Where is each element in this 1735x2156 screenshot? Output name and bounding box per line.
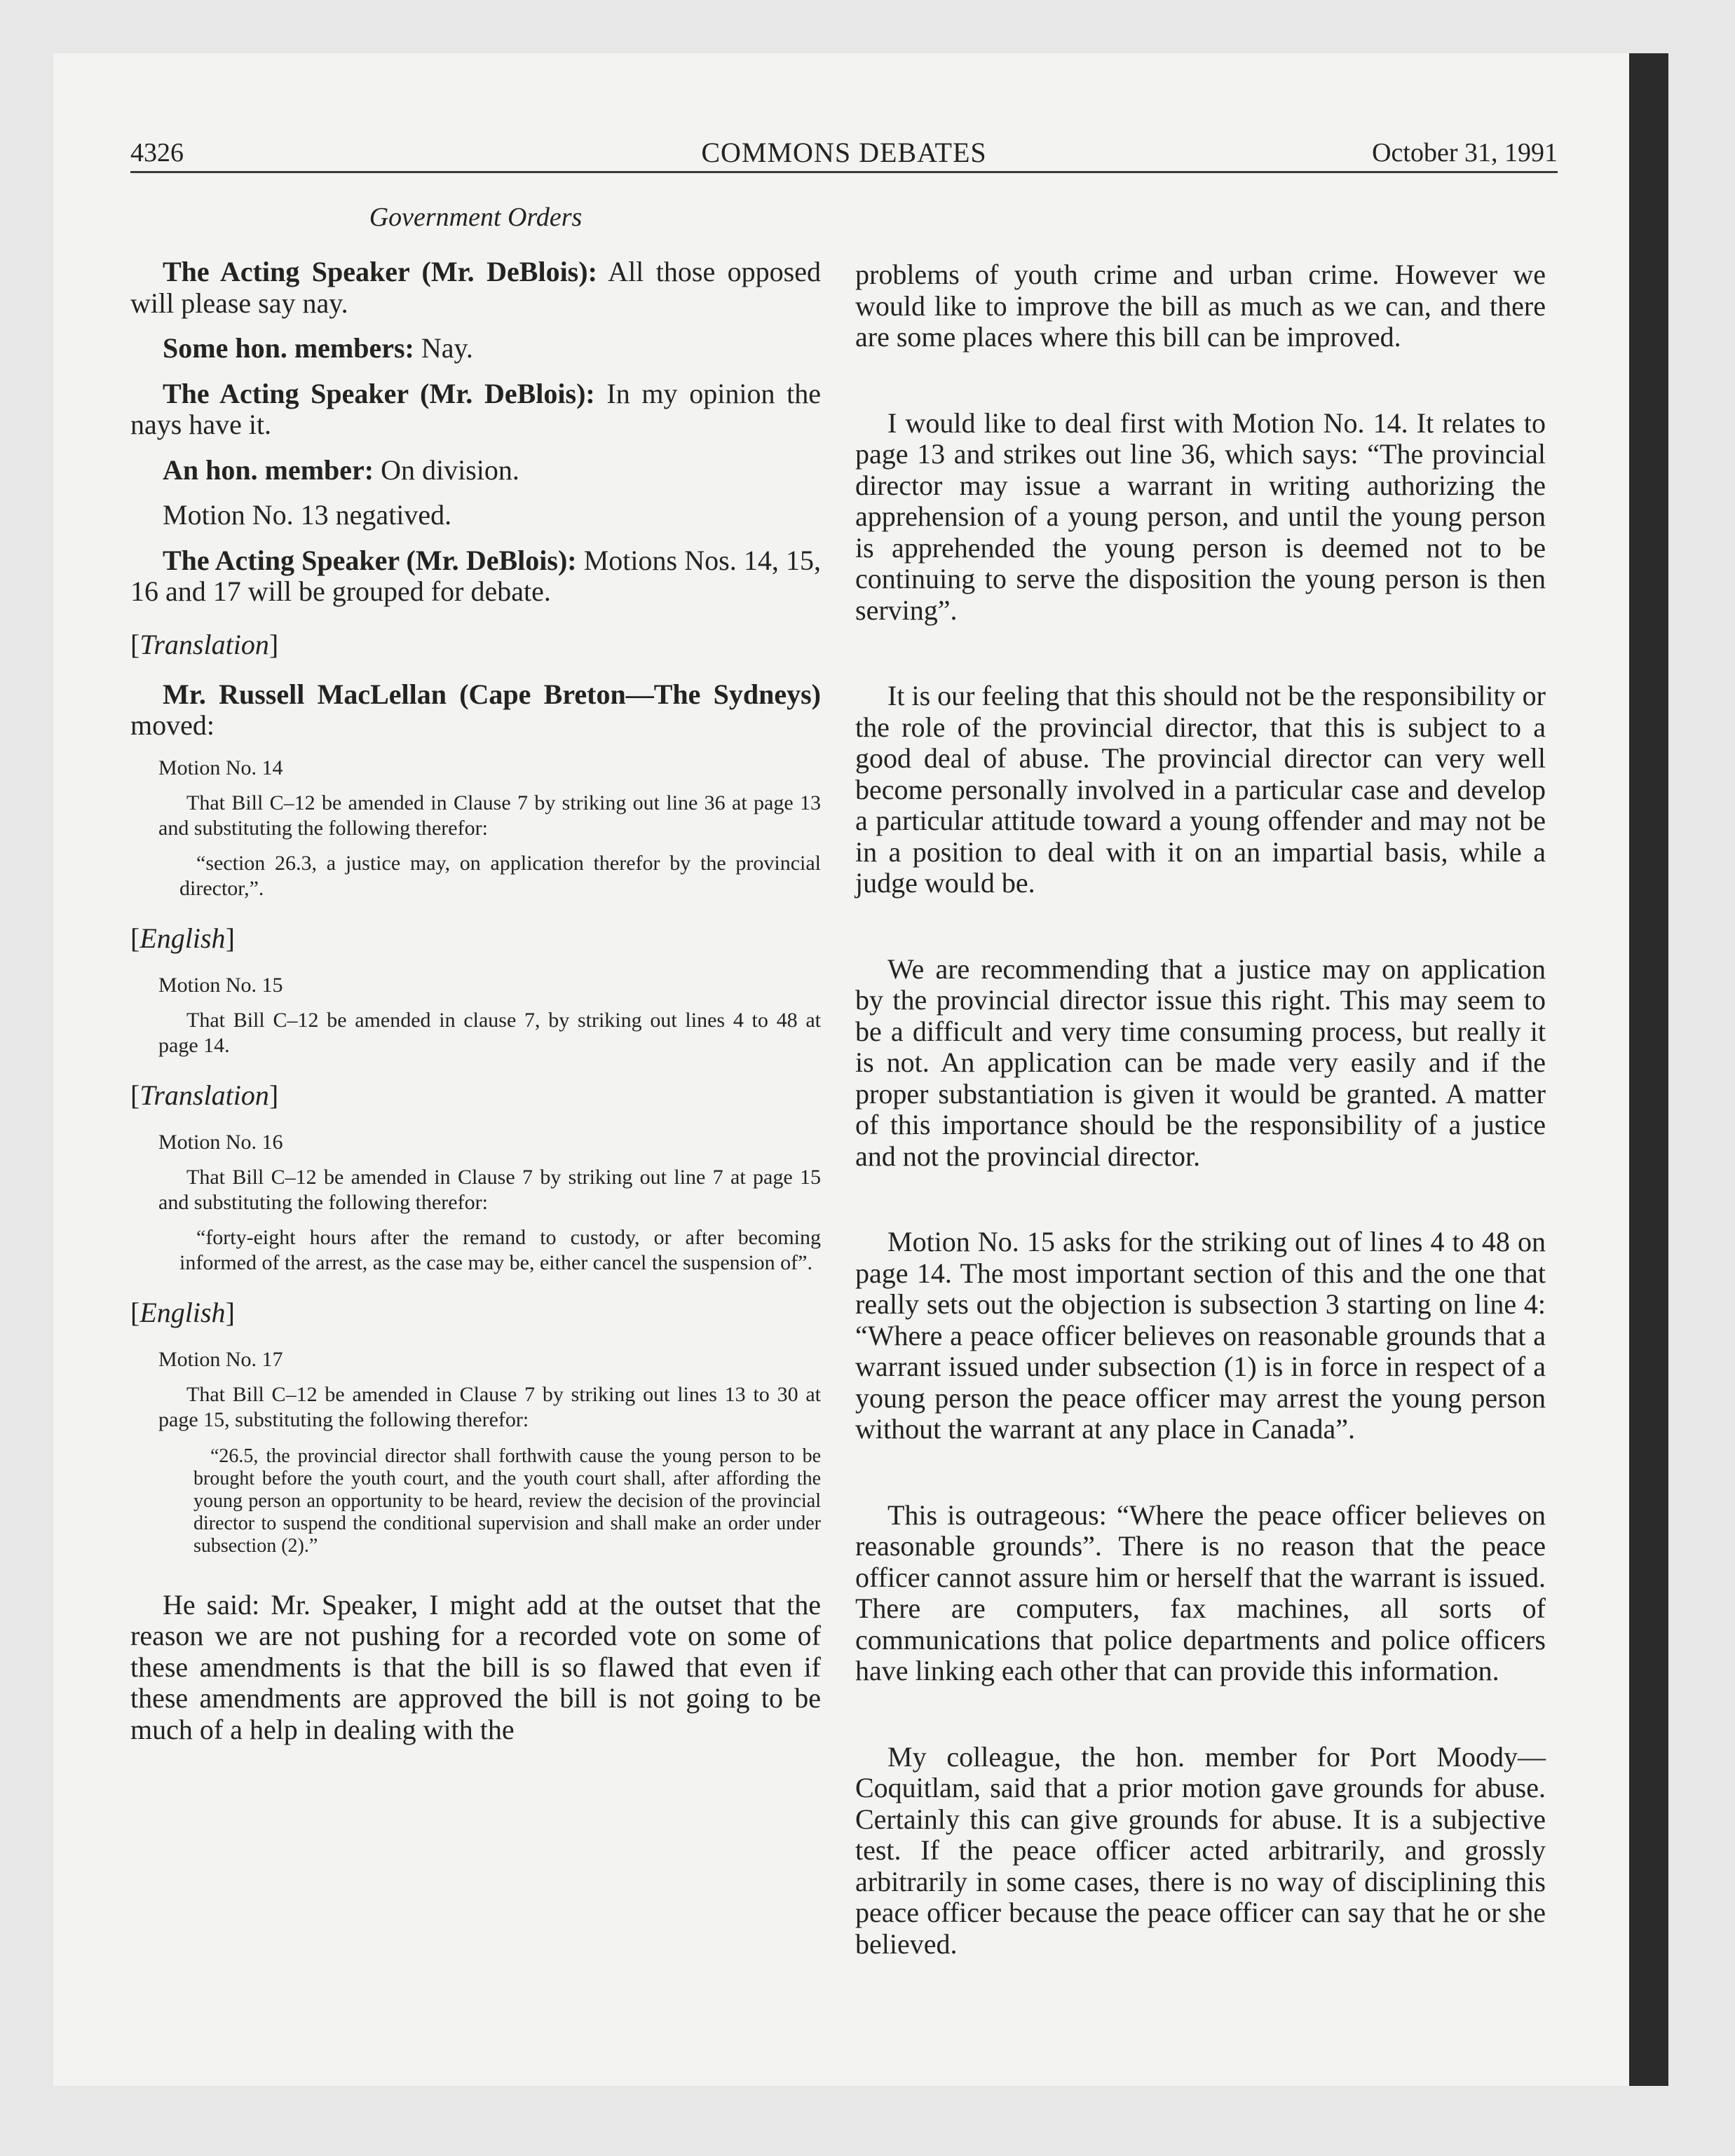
page-header [130,132,1558,174]
motion-heading: Motion No. 15 [158,973,283,997]
left-column [130,199,821,1745]
speech-paragraph: He said: Mr. Speaker, I might add at the outset that the reason we are not pushing for a recorded vote on some of these amendments is that the bill is so flawed that even if these amendments are approved the bill is not going to be much of a help in dealing with the [130,1588,821,1745]
issue-date: October 31, 1991 [1372,138,1558,168]
language-marker: [English] [130,1296,235,1328]
motion-text: That Bill C–12 be amended in Clause 7 by striking out line 7 at page 15 and substituting the following therefor: [158,1165,821,1214]
language-marker: [English] [130,922,235,954]
speech-paragraph [130,257,821,319]
speech-text: On division. [374,453,519,486]
speech-text: moved: [130,709,215,741]
motion-result: Motion No. 13 negatived. [163,499,452,531]
language-marker: [Translation] [130,628,279,660]
speaker-name: Mr. Russell MacLellan (Cape Breton—The Sydneys) [163,678,821,710]
speaker-name: The Acting Speaker (Mr. DeBlois): [163,377,595,409]
journal-title: COMMONS DEBATES [701,137,987,168]
speech-paragraph [130,455,821,486]
language-label: English [140,1296,226,1328]
speech-paragraph [130,333,821,364]
speaker-name: Some hon. members: [163,332,414,364]
scan-edge [1629,53,1668,2086]
motion-quote: “forty-eight hours after the remand to custody, or after becoming informed of the arrest, as the case may be, either cancel the suspension of”. [179,1225,821,1274]
speech-paragraph: It is our feeling that this should not be the responsibility or the role of the provincial director, that this is subject to a good deal of abuse. The provincial director can very well become personally involved in a particular case and develop a particular attitude toward a young offender and may not be in a position to deal with it on an impartial basis, while a judge would be. [855,680,1546,899]
page-number: 4326 [130,138,184,168]
speech-text: All those opposed will please say nay. [130,256,821,319]
right-column [855,259,1546,2014]
speech-text: Nay. [414,332,473,364]
motion-heading: Motion No. 14 [158,756,283,779]
motion-heading: Motion No. 16 [158,1130,283,1154]
motion-quote: “section 26.3, a justice may, on application therefor by the provincial director,”. [179,851,821,900]
speech-paragraph: problems of youth crime and urban crime. However we would like to improve the bill as much as we can, and there are some places where this bill can be improved. [855,259,1546,353]
language-marker: [Translation] [130,1079,279,1111]
speech-paragraph: This is outrageous: “Where the peace officer believes on reasonable grounds”. There is no reason that the peace officer cannot assure him or herself that the warrant is issued. There are computers, fax machines, all sorts of communications that police departments and police officers have linking each other that can provide this information. [855,1499,1546,1686]
motion-heading: Motion No. 17 [158,1347,283,1371]
speech-paragraph: My colleague, the hon. member for Port Moody—Coquitlam, said that a prior motion gave grounds for abuse. Certainly this can give grounds for abuse. It is a subjective test. If the peace officer acted arbitrarily, and grossly arbitrarily in some cases, there is no way of disciplining this peace officer because the peace officer can say that he or she believed. [855,1740,1546,1960]
language-label: Translation [140,628,269,660]
speech-paragraph [130,378,821,441]
motion-text: That Bill C–12 be amended in Clause 7 by striking out lines 13 to 30 at page 15, substituting the following therefor: [158,1382,821,1431]
motion-text: That Bill C–12 be amended in Clause 7 by striking out line 36 at page 13 and substituting the following therefor: [158,791,821,840]
speech-paragraph: I would like to deal first with Motion No. 14. It relates to page 13 and strikes out line 36, which says: “The provincial director may issue a warrant in writing authorizing the apprehension of a young person, and until the young person is apprehended the young person is deemed not to be continuing to serve the disposition the young person is then serving”. [855,407,1546,626]
motion-quote: “26.5, the provincial director shall forthwith cause the young person to be brought before the youth court, and the youth court shall, after affording the young person an opportunity to be heard, review the decision of the provincial director to suspend the conditional supervision and shall make an order under subsection (2).” [193,1445,821,1557]
language-label: English [140,922,226,954]
speech-paragraph: Motion No. 15 asks for the striking out of lines 4 to 48 on page 14. The most important section of this and the one that really sets out the objection is subsection 3 starting on line 4: “Where a peace officer believes on reasonable grounds that a warrant issued under subsection (1) is in force in respect of a young person the peace officer may arrest the young person without the warrant at any place in Canada”. [855,1226,1546,1445]
speech-paragraph: We are recommending that a justice may on application by the provincial director issue this right. This may seem to be a difficult and very time consuming process, but really it is not. An application can be made very easily and if the proper substantiation is given it would be granted. A matter of this importance should be the responsibility of a justice and not the provincial director. [855,953,1546,1172]
language-label: Translation [140,1079,269,1111]
section-title: Government Orders [369,203,583,232]
speaker-name: An hon. member: [163,453,374,486]
speaker-name: The Acting Speaker (Mr. DeBlois): [163,544,577,576]
speech-paragraph [130,679,821,742]
motion-text: That Bill C–12 be amended in clause 7, by striking out lines 4 to 48 at page 14. [158,1008,821,1057]
speech-text: In my opinion the nays have it. [130,377,822,440]
speech-paragraph [130,545,821,608]
header-rule [130,171,1558,173]
speech-text: Motions Nos. 14, 15, 16 and 17 will be grouped for debate. [130,544,822,607]
speaker-name: The Acting Speaker (Mr. DeBlois): [163,256,597,287]
